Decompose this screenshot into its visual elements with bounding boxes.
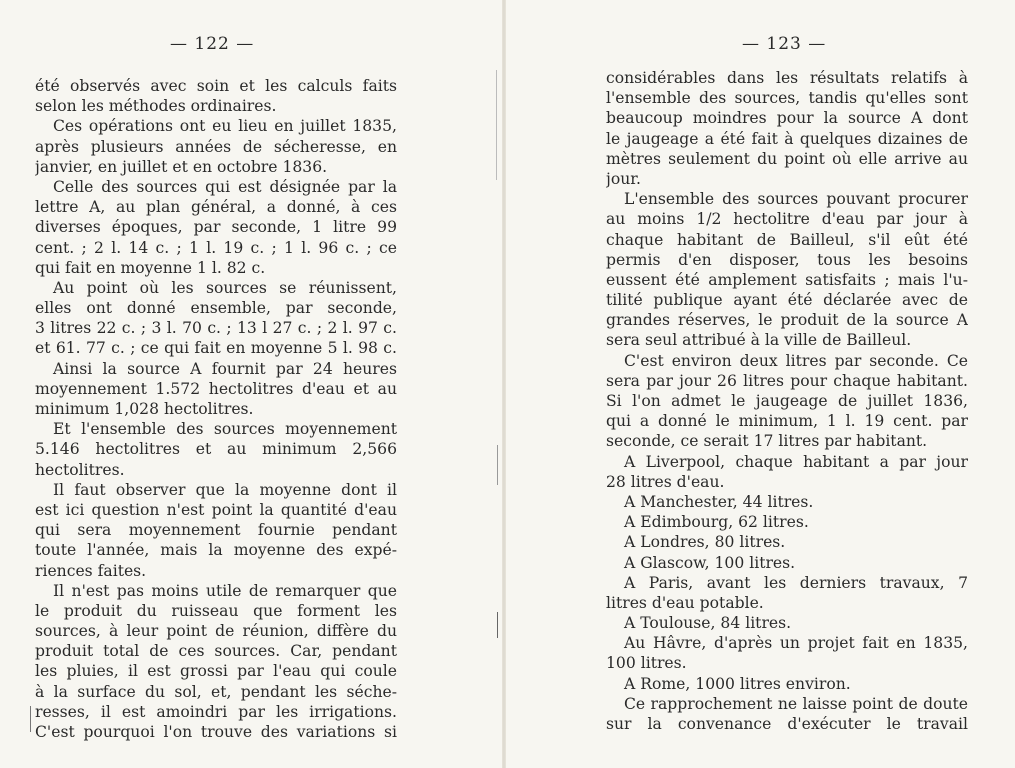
- text-line: lettre A, au plan général, a donné, à ces: [35, 198, 397, 217]
- text-line: qui sera moyennement fournie pendant: [35, 521, 397, 540]
- text-line: au moins 1/2 hectolitre d'eau par jour à: [606, 210, 968, 229]
- text-line: Et l'ensemble des sources moyennement: [53, 420, 397, 439]
- left-page: [0, 0, 504, 768]
- text-line: jour.: [606, 169, 641, 188]
- text-line: tilité publique ayant été déclarée avec de: [606, 291, 968, 310]
- text-line: sera par jour 26 litres pour chaque habitant.: [606, 371, 968, 390]
- text-line: à la surface du sol, et, pendant les séche-: [35, 682, 397, 701]
- right-page-text: [606, 68, 968, 734]
- page-number-123: — 123 —: [742, 34, 827, 54]
- text-line: A Paris, avant les derniers travaux, 7: [624, 573, 968, 592]
- text-line: A Manchester, 44 litres.: [624, 492, 814, 511]
- text-line: Il n'est pas moins utile de remarquer que: [53, 581, 397, 600]
- gutter-mark: [497, 612, 498, 638]
- text-line: diverses époques, par seconde, 1 litre 99: [35, 218, 397, 237]
- text-line: minimum 1,028 hectolitres.: [35, 400, 254, 418]
- text-line: janvier, en juillet et en octobre 1836.: [35, 157, 328, 176]
- text-line: hectolitres.: [35, 460, 125, 479]
- text-line: A Londres, 80 litres.: [624, 533, 786, 552]
- text-line: et 61. 77 c. ; ce qui fait en moyenne 5 l. 98 c.: [35, 339, 397, 358]
- text-line: 100 litres.: [606, 654, 687, 673]
- text-line: sources, à leur point de réunion, diffère du: [35, 622, 397, 641]
- text-line: selon les méthodes ordinaires.: [35, 97, 277, 116]
- text-line: le produit du ruisseau que forment les: [35, 601, 397, 620]
- text-line: été observés avec soin et les calculs faits: [35, 77, 397, 95]
- text-line: A Rome, 1000 litres environ.: [624, 674, 851, 693]
- text-line: moyennement 1.572 hectolitres d'eau et au: [35, 379, 397, 398]
- text-line: eussent été amplement satisfaits ; mais l'u-: [606, 270, 968, 289]
- left-page-text: [35, 76, 397, 742]
- text-line: Ces opérations ont eu lieu en juillet 1835,: [53, 117, 397, 136]
- text-line: l'ensemble des sources, tandis qu'elles sont: [606, 89, 968, 108]
- text-line: cent. ; 2 l. 14 c. ; 1 l. 19 c. ; 1 l. 96 c. ; ce: [35, 238, 397, 257]
- text-line: litres d'eau potable.: [606, 593, 764, 612]
- text-line: grandes réserves, le produit de la source A: [606, 311, 968, 330]
- text-line: riences faites.: [35, 561, 147, 580]
- text-line: C'est pourquoi l'on trouve des variations si: [35, 723, 397, 741]
- text-line: 28 litres d'eau.: [606, 472, 725, 491]
- text-line: A Glascow, 100 litres.: [624, 553, 796, 572]
- text-line: sera seul attribué à la ville de Bailleul.: [606, 331, 912, 350]
- text-line: permis d'en disposer, tous les besoins: [606, 250, 968, 269]
- text-line: Au point où les sources se réunissent,: [53, 278, 397, 297]
- text-line: le jaugeage a été fait à quelques dizaines de: [606, 129, 968, 148]
- text-line: Ce rapprochement ne laisse point de doute: [624, 694, 968, 713]
- text-line: seconde, ce serait 17 litres par habitant.: [606, 432, 928, 451]
- text-line: 3 litres 22 c. ; 3 l. 70 c. ; 13 l 27 c. ; 2 l. 97 c.: [35, 319, 397, 338]
- text-line: A Toulouse, 84 litres.: [624, 614, 792, 633]
- text-line: elles ont donné ensemble, par seconde,: [35, 299, 397, 318]
- text-line: considérables dans les résultats relatifs à: [606, 69, 968, 87]
- text-line: est ici question n'est point la quantité d'eau: [35, 500, 397, 519]
- text-line: L'ensemble des sources pouvant procurer: [624, 190, 968, 209]
- text-line: produit total de ces sources. Car, pendant: [35, 642, 397, 661]
- text-line: Si l'on admet le jaugeage de juillet 1836,: [606, 392, 968, 410]
- page-number-122: — 122 —: [170, 34, 255, 54]
- text-line: A Edimbourg, 62 litres.: [624, 513, 809, 532]
- text-line: Ainsi la source A fournit par 24 heures: [53, 359, 397, 378]
- text-line: toute l'année, mais la moyenne des expé-: [35, 541, 397, 560]
- text-line: qui fait en moyenne 1 l. 82 c.: [35, 258, 266, 277]
- text-line: sur la convenance d'exécuter le travail: [606, 715, 968, 733]
- text-line: les pluies, il est grossi par l'eau qui coule: [35, 662, 397, 681]
- text-line: C'est environ deux litres par seconde. Ce: [624, 351, 968, 370]
- right-page: [506, 0, 1015, 768]
- text-line: resses, il est amoindri par les irrigations.: [35, 702, 397, 721]
- text-line: qui a donné le minimum, 1 l. 19 cent. par: [606, 412, 968, 431]
- gutter-mark: [497, 445, 498, 485]
- text-line: A Liverpool, chaque habitant a par jour: [624, 452, 968, 471]
- text-line: Au Hâvre, d'après un projet fait en 1835,: [624, 634, 968, 653]
- text-line: beaucoup moindres pour la source A dont: [606, 109, 968, 128]
- text-line: chaque habitant de Bailleul, s'il eût été: [606, 230, 968, 249]
- text-line: 5.146 hectolitres et au minimum 2,566: [35, 440, 397, 459]
- text-line: mètres seulement du point où elle arrive au: [606, 149, 968, 168]
- text-line: Celle des sources qui est désignée par la: [53, 177, 397, 196]
- gutter-mark: [496, 70, 497, 180]
- margin-mark: [30, 706, 31, 732]
- text-line: Il faut observer que la moyenne dont il: [53, 480, 397, 499]
- text-line: après plusieurs années de sécheresse, en: [35, 137, 397, 156]
